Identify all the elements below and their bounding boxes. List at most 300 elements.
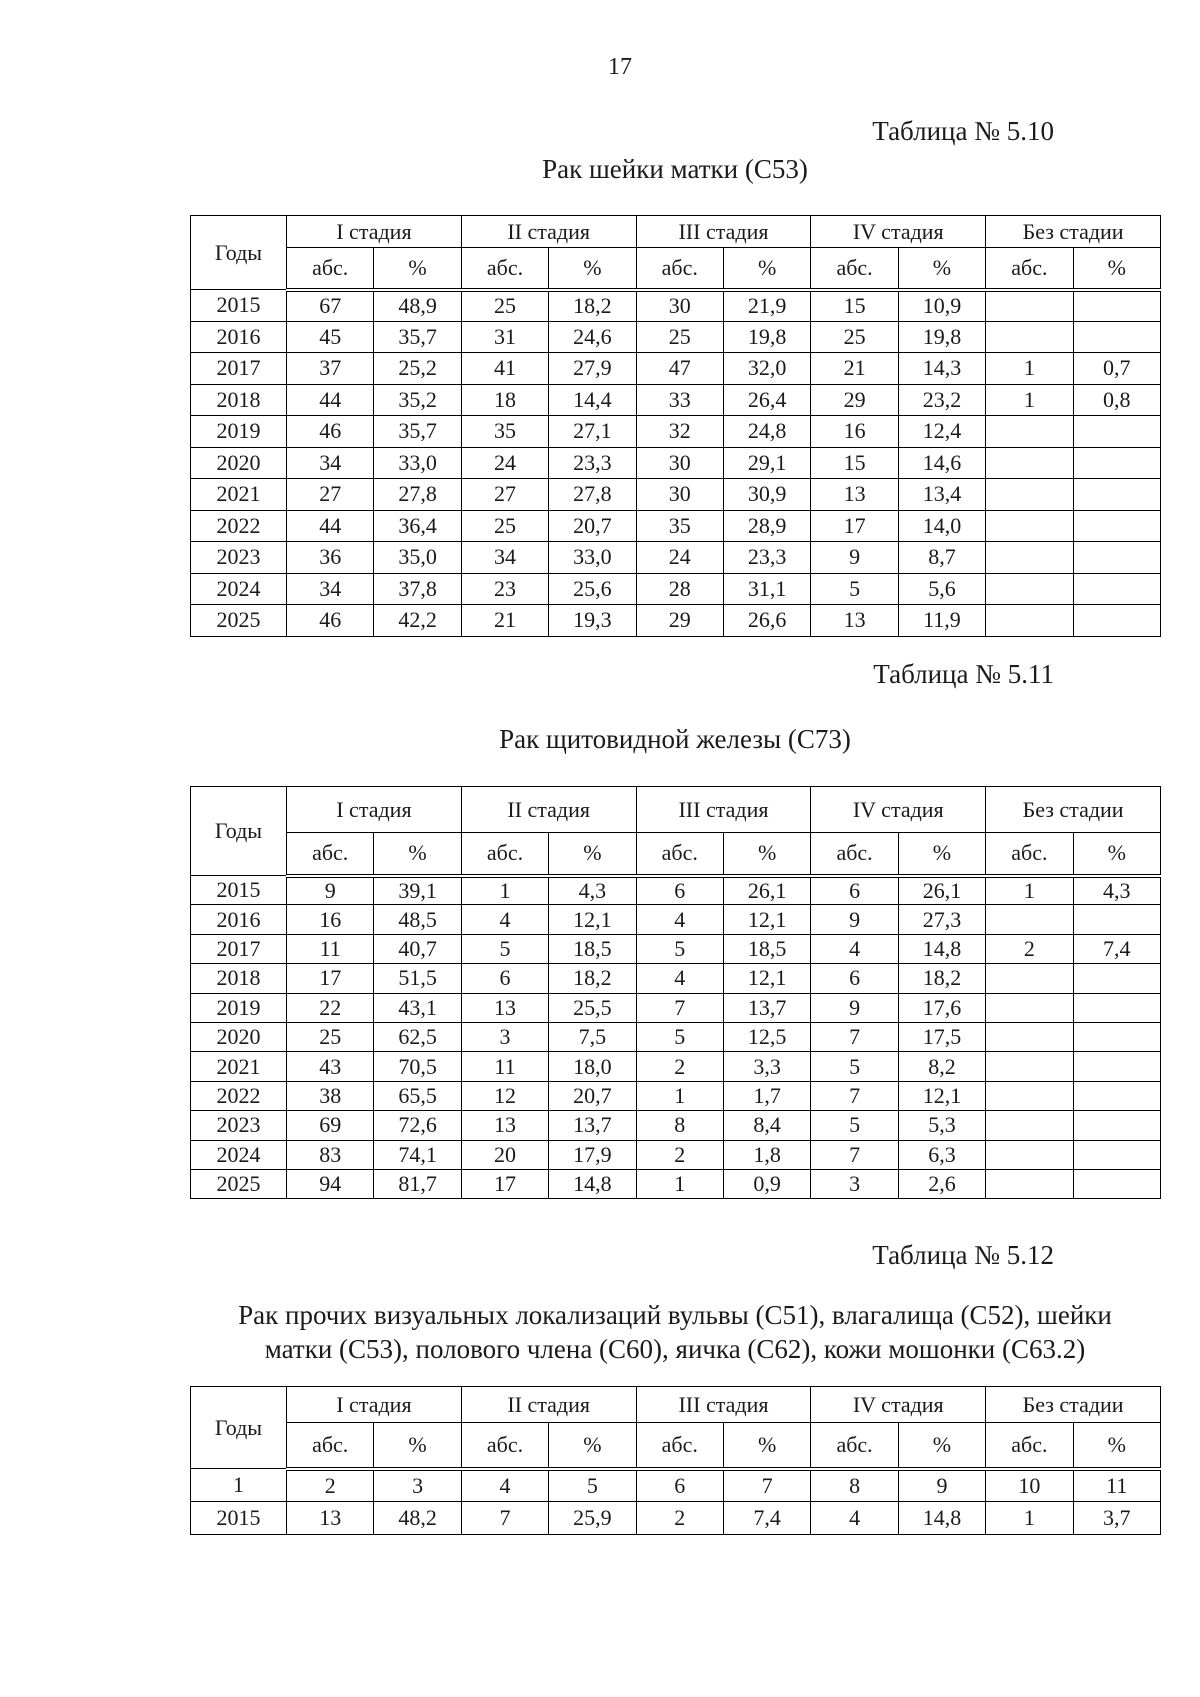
value-cell: 8 [636,1111,723,1140]
year-cell: 2022 [191,510,287,542]
value-cell: 33,0 [374,447,461,479]
stage-header: Без стадии [986,787,1161,833]
value-cell: 7,4 [1073,934,1160,963]
value-cell: 5 [636,934,723,963]
value-cell: 18,5 [549,934,636,963]
year-cell: 2024 [191,1140,287,1169]
stage-header: I стадия [287,787,462,833]
value-cell [986,1111,1073,1140]
value-cell: 1 [636,1081,723,1110]
value-cell: 0,9 [723,1169,810,1198]
table-row [191,993,1161,1022]
value-cell: 15 [811,290,898,322]
value-cell: 33,0 [549,542,636,574]
value-cell: 51,5 [374,964,461,993]
value-cell [986,447,1073,479]
value-cell: 21 [461,605,548,637]
value-cell: 74,1 [374,1140,461,1169]
value-cell: 12,5 [723,1022,810,1051]
stage-header: IV стадия [811,216,986,248]
value-cell: 7 [461,1502,548,1535]
value-cell: 8,7 [898,542,985,574]
pct-header: % [549,248,636,290]
value-cell: 62,5 [374,1022,461,1051]
value-cell: 1 [461,876,548,905]
value-cell: 18 [461,384,548,416]
value-cell: 38 [287,1081,374,1110]
value-cell: 2 [986,934,1073,963]
value-cell: 47 [636,353,723,385]
abs-header: абс. [461,833,548,876]
value-cell: 10,9 [898,290,985,322]
table-row [191,384,1161,416]
value-cell: 81,7 [374,1169,461,1198]
value-cell: 4 [636,905,723,934]
value-cell [986,479,1073,511]
page-number: 17 [608,54,632,80]
stage-header: IV стадия [811,787,986,833]
value-cell: 34 [461,542,548,574]
value-cell: 6 [636,876,723,905]
year-cell: 2021 [191,479,287,511]
value-cell: 35,2 [374,384,461,416]
value-cell [1073,510,1160,542]
value-cell: 12 [461,1081,548,1110]
pct-header: % [898,248,985,290]
value-cell: 1 [986,384,1073,416]
value-cell [986,542,1073,574]
value-cell [986,605,1073,637]
stage-header: IV стадия [811,1387,986,1423]
year-cell: 2023 [191,542,287,574]
table-row [191,1169,1161,1198]
value-cell: 6 [811,876,898,905]
year-cell: 2020 [191,447,287,479]
year-cell: 2017 [191,353,287,385]
value-cell: 23,2 [898,384,985,416]
value-cell [1073,573,1160,605]
value-cell: 1 [986,353,1073,385]
value-cell: 30 [636,479,723,511]
value-cell: 65,5 [374,1081,461,1110]
years-header: Годы [191,787,287,876]
value-cell: 3 [811,1169,898,1198]
value-cell [1073,605,1160,637]
value-cell: 41 [461,353,548,385]
value-cell: 14,4 [549,384,636,416]
value-cell: 35,7 [374,321,461,353]
data-table [190,1386,1161,1535]
value-cell [1073,1081,1160,1110]
value-cell: 83 [287,1140,374,1169]
value-cell: 23,3 [549,447,636,479]
abs-header: абс. [636,1423,723,1469]
value-cell: 12,1 [723,964,810,993]
value-cell: 72,6 [374,1111,461,1140]
year-cell: 2015 [191,876,287,905]
stage-header: II стадия [461,216,636,248]
value-cell: 25,2 [374,353,461,385]
value-cell [986,510,1073,542]
year-cell: 2018 [191,964,287,993]
value-cell: 27,1 [549,416,636,448]
value-cell [986,321,1073,353]
table-row [191,905,1161,934]
table-row [191,964,1161,993]
value-cell [986,1022,1073,1051]
value-cell: 1 [636,1169,723,1198]
value-cell: 35,7 [374,416,461,448]
value-cell [986,1140,1073,1169]
value-cell [986,993,1073,1022]
value-cell: 37,8 [374,573,461,605]
year-cell: 2022 [191,1081,287,1110]
value-cell: 5 [811,573,898,605]
value-cell [1073,905,1160,934]
value-cell: 37 [287,353,374,385]
value-cell: 26,1 [898,876,985,905]
table-number: Таблица № 5.11 [873,659,1054,689]
table-row [191,1502,1161,1535]
stage-header: II стадия [461,1387,636,1423]
value-cell: 13,7 [723,993,810,1022]
value-cell: 14,6 [898,447,985,479]
value-cell: 1,7 [723,1081,810,1110]
value-cell: 2 [636,1502,723,1535]
pct-header: % [1073,833,1160,876]
value-cell: 15 [811,447,898,479]
value-cell: 35 [636,510,723,542]
value-cell: 4,3 [1073,876,1160,905]
value-cell: 44 [287,384,374,416]
value-cell: 28,9 [723,510,810,542]
value-cell: 29 [811,384,898,416]
value-cell: 3 [374,1469,461,1502]
value-cell: 17 [811,510,898,542]
value-cell: 30 [636,290,723,322]
value-cell: 24 [461,447,548,479]
table-row [191,1022,1161,1051]
value-cell: 14,0 [898,510,985,542]
pct-header: % [1073,1423,1160,1469]
table-row [191,510,1161,542]
value-cell: 20,7 [549,510,636,542]
value-cell: 5,6 [898,573,985,605]
data-table [190,215,1161,637]
value-cell: 27 [461,479,548,511]
value-cell: 12,1 [549,905,636,934]
value-cell: 3,7 [1073,1502,1160,1535]
pct-header: % [549,833,636,876]
value-cell: 7,5 [549,1022,636,1051]
value-cell: 19,3 [549,605,636,637]
year-cell: 2018 [191,384,287,416]
table-row [191,1111,1161,1140]
pct-header: % [898,1423,985,1469]
value-cell: 13,7 [549,1111,636,1140]
value-cell: 18,2 [549,964,636,993]
value-cell: 5 [811,1111,898,1140]
pct-header: % [1073,248,1160,290]
table-row [191,321,1161,353]
value-cell: 2,6 [898,1169,985,1198]
abs-header: абс. [287,248,374,290]
table-row [191,876,1161,905]
table-row [191,290,1161,322]
value-cell: 8,4 [723,1111,810,1140]
value-cell: 2 [636,1140,723,1169]
table-number: Таблица № 5.12 [872,1240,1054,1270]
value-cell: 35,0 [374,542,461,574]
value-cell: 9 [898,1469,985,1502]
value-cell: 4,3 [549,876,636,905]
value-cell: 0,8 [1073,384,1160,416]
table-row [191,416,1161,448]
year-cell: 2023 [191,1111,287,1140]
value-cell [1073,479,1160,511]
value-cell: 33 [636,384,723,416]
abs-header: абс. [287,833,374,876]
value-cell: 16 [811,416,898,448]
value-cell [1073,542,1160,574]
value-cell: 23,3 [723,542,810,574]
value-cell: 4 [811,934,898,963]
value-cell: 1,8 [723,1140,810,1169]
value-cell: 69 [287,1111,374,1140]
value-cell: 18,2 [549,290,636,322]
value-cell: 13 [461,993,548,1022]
stage-header: III стадия [636,1387,811,1423]
value-cell: 29,1 [723,447,810,479]
value-cell [1073,1169,1160,1198]
value-cell [986,573,1073,605]
value-cell: 27 [287,479,374,511]
table-row [191,1140,1161,1169]
value-cell: 21 [811,353,898,385]
value-cell: 10 [986,1469,1073,1502]
value-cell: 28 [636,573,723,605]
value-cell: 32 [636,416,723,448]
value-cell: 18,0 [549,1052,636,1081]
value-cell: 8 [811,1469,898,1502]
value-cell [1073,321,1160,353]
value-cell: 25,5 [549,993,636,1022]
years-header: Годы [191,1387,287,1469]
table-row [191,1081,1161,1110]
value-cell: 26,4 [723,384,810,416]
value-cell: 46 [287,605,374,637]
value-cell: 2 [287,1469,374,1502]
abs-header: абс. [986,1423,1073,1469]
value-cell: 18,2 [898,964,985,993]
value-cell: 20,7 [549,1081,636,1110]
year-cell: 2019 [191,993,287,1022]
value-cell: 25 [461,290,548,322]
pct-header: % [723,1423,810,1469]
value-cell: 7 [723,1469,810,1502]
value-cell: 25 [636,321,723,353]
value-cell: 32,0 [723,353,810,385]
value-cell: 27,8 [549,479,636,511]
stage-header: II стадия [461,787,636,833]
value-cell: 7 [811,1140,898,1169]
value-cell: 35 [461,416,548,448]
pct-header: % [374,833,461,876]
value-cell: 17,6 [898,993,985,1022]
value-cell [1073,290,1160,322]
year-cell: 2025 [191,605,287,637]
table-row [191,353,1161,385]
stage-header: Без стадии [986,216,1161,248]
value-cell: 29 [636,605,723,637]
value-cell: 7 [811,1022,898,1051]
pct-header: % [723,248,810,290]
value-cell: 13 [811,605,898,637]
year-cell: 2021 [191,1052,287,1081]
value-cell: 13 [811,479,898,511]
value-cell: 43,1 [374,993,461,1022]
value-cell: 48,5 [374,905,461,934]
value-cell: 14,8 [898,1502,985,1535]
value-cell: 14,3 [898,353,985,385]
value-cell: 26,6 [723,605,810,637]
value-cell: 7 [811,1081,898,1110]
value-cell: 4 [811,1502,898,1535]
stage-header: I стадия [287,216,462,248]
abs-header: абс. [461,1423,548,1469]
value-cell: 16 [287,905,374,934]
value-cell: 34 [287,447,374,479]
value-cell: 5 [811,1052,898,1081]
value-cell: 17,5 [898,1022,985,1051]
value-cell: 9 [811,542,898,574]
abs-header: абс. [811,1423,898,1469]
value-cell [986,905,1073,934]
value-cell: 94 [287,1169,374,1198]
abs-header: абс. [636,248,723,290]
year-cell: 1 [191,1469,287,1502]
value-cell: 25 [811,321,898,353]
abs-header: абс. [636,833,723,876]
value-cell [986,1052,1073,1081]
value-cell: 48,2 [374,1502,461,1535]
value-cell: 9 [811,905,898,934]
data-table [190,786,1161,1199]
table-row [191,1052,1161,1081]
year-cell: 2015 [191,290,287,322]
table-row [191,1469,1161,1502]
value-cell [1073,964,1160,993]
table-title: Рак шейки матки (С53) [542,154,808,184]
table-title: Рак прочих визуальных локализаций вульвы (С51), влагалища (С52), шейки матки (С53), полового члена (С60), яичка (С62), кожи мошонки (С63.2) [238,1300,1112,1364]
value-cell: 27,8 [374,479,461,511]
value-cell: 24,8 [723,416,810,448]
value-cell: 13,4 [898,479,985,511]
value-cell: 4 [636,964,723,993]
value-cell [1073,416,1160,448]
table-row [191,447,1161,479]
value-cell: 20 [461,1140,548,1169]
table-row [191,479,1161,511]
value-cell [986,1081,1073,1110]
value-cell: 0,7 [1073,353,1160,385]
value-cell: 40,7 [374,934,461,963]
value-cell: 19,8 [898,321,985,353]
value-cell: 23 [461,573,548,605]
value-cell [1073,1022,1160,1051]
value-cell: 17 [287,964,374,993]
value-cell: 7,4 [723,1502,810,1535]
value-cell: 4 [461,905,548,934]
abs-header: абс. [986,833,1073,876]
abs-header: абс. [461,248,548,290]
value-cell: 67 [287,290,374,322]
years-header: Годы [191,216,287,290]
table-row [191,573,1161,605]
table-number: Таблица № 5.10 [872,116,1054,146]
pct-header: % [374,1423,461,1469]
value-cell: 39,1 [374,876,461,905]
value-cell: 6,3 [898,1140,985,1169]
value-cell: 9 [811,993,898,1022]
value-cell: 31,1 [723,573,810,605]
value-cell [986,1169,1073,1198]
pct-header: % [549,1423,636,1469]
year-cell: 2019 [191,416,287,448]
year-cell: 2017 [191,934,287,963]
value-cell: 2 [636,1052,723,1081]
value-cell: 14,8 [898,934,985,963]
value-cell: 24,6 [549,321,636,353]
value-cell: 46 [287,416,374,448]
value-cell: 30,9 [723,479,810,511]
value-cell [986,416,1073,448]
value-cell: 5 [549,1469,636,1502]
value-cell: 42,2 [374,605,461,637]
value-cell: 34 [287,573,374,605]
table-row [191,542,1161,574]
stage-header: I стадия [287,1387,462,1423]
abs-header: абс. [986,248,1073,290]
value-cell: 7 [636,993,723,1022]
value-cell: 25,6 [549,573,636,605]
value-cell: 6 [636,1469,723,1502]
value-cell: 4 [461,1469,548,1502]
value-cell: 1 [986,1502,1073,1535]
value-cell: 12,4 [898,416,985,448]
value-cell: 6 [811,964,898,993]
value-cell: 25 [287,1022,374,1051]
stage-header: Без стадии [986,1387,1161,1423]
value-cell: 27,3 [898,905,985,934]
value-cell [1073,447,1160,479]
value-cell: 12,1 [898,1081,985,1110]
value-cell: 5 [636,1022,723,1051]
value-cell [1073,1140,1160,1169]
pct-header: % [898,833,985,876]
value-cell: 12,1 [723,905,810,934]
value-cell: 13 [287,1502,374,1535]
value-cell: 36,4 [374,510,461,542]
value-cell: 25,9 [549,1502,636,1535]
value-cell: 70,5 [374,1052,461,1081]
value-cell: 27,9 [549,353,636,385]
value-cell: 13 [461,1111,548,1140]
table-title: Рак щитовидной железы (С73) [499,724,851,754]
year-cell: 2020 [191,1022,287,1051]
stage-header: III стадия [636,216,811,248]
value-cell: 8,2 [898,1052,985,1081]
